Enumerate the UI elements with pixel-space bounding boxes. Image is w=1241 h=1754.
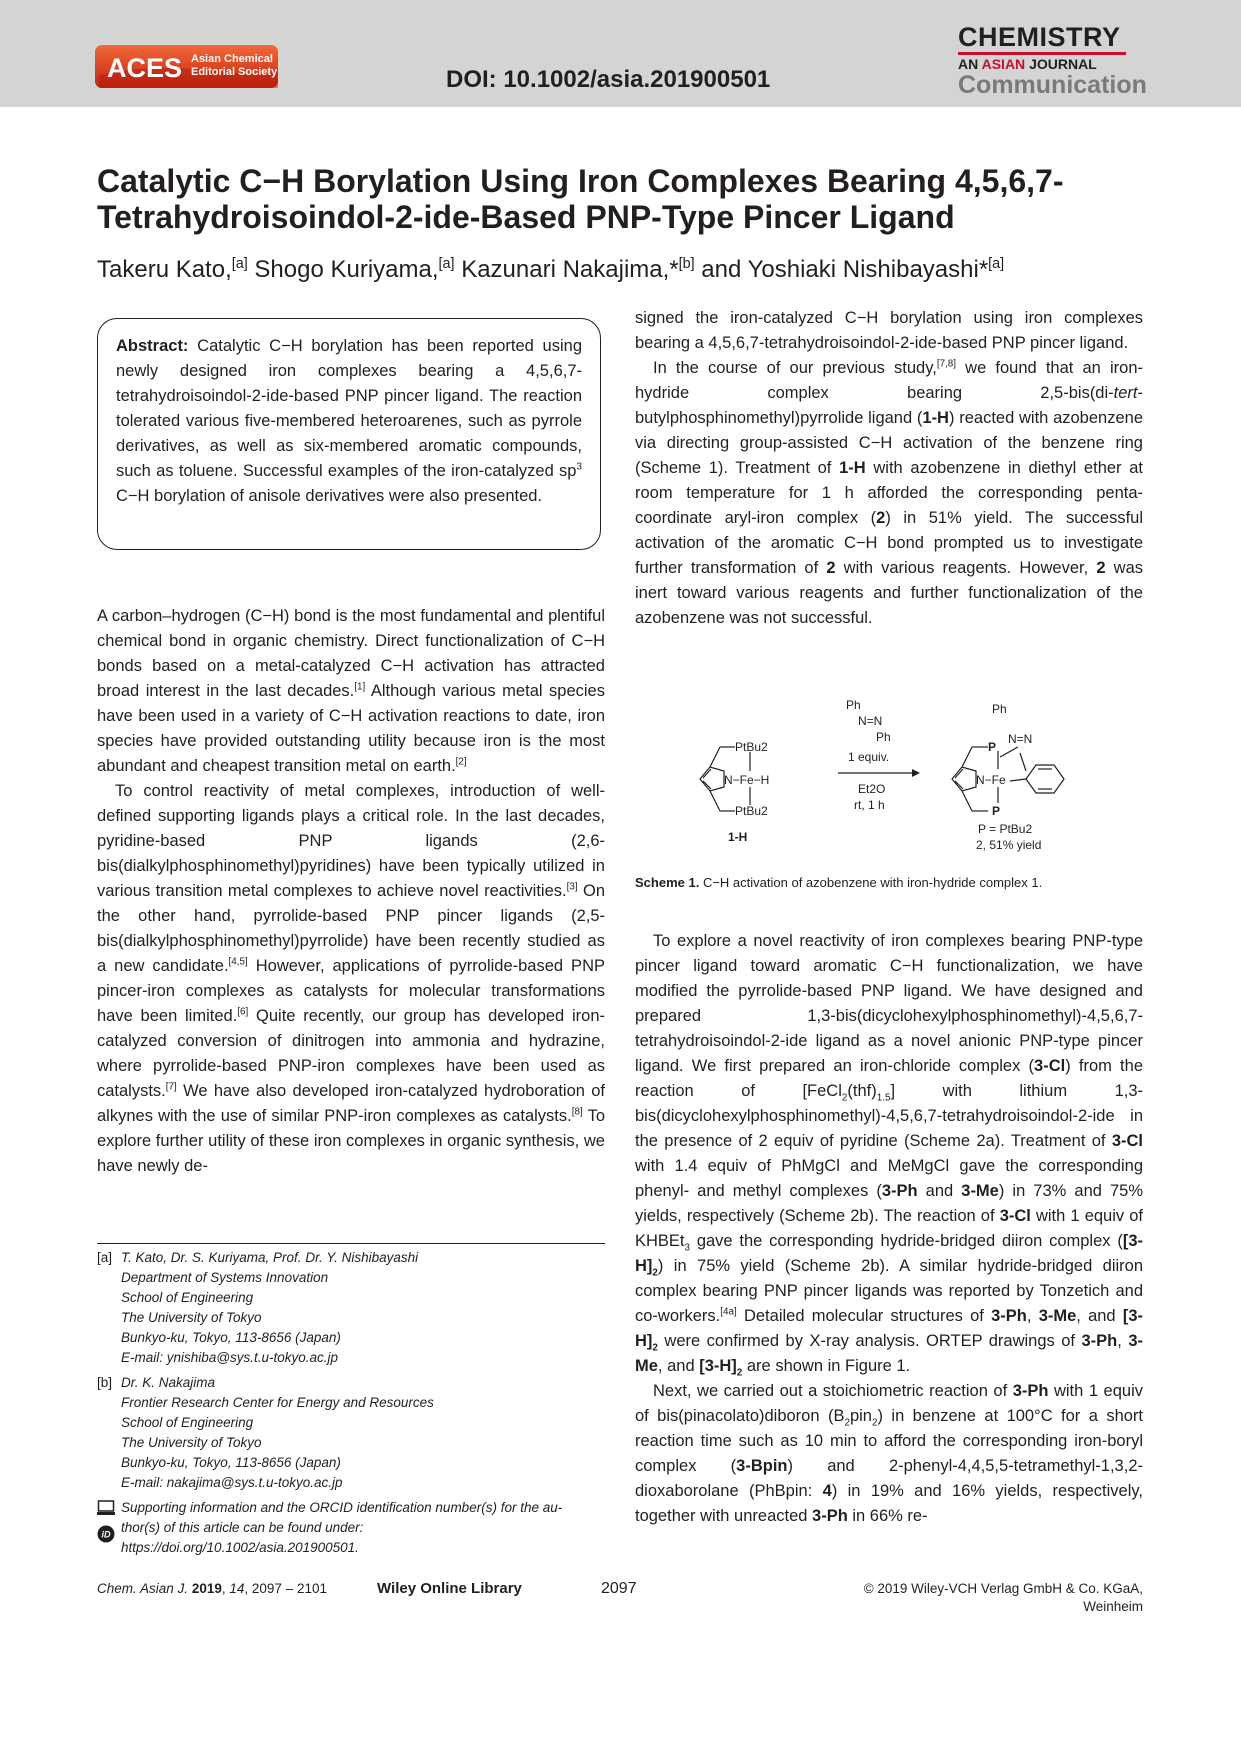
affiliation-a bbox=[97, 1248, 605, 1368]
abstract-box bbox=[97, 318, 601, 550]
right-column-bottom bbox=[635, 929, 1143, 1529]
product-p-top: P bbox=[988, 740, 997, 754]
affiliation-line: Bunkyo-ku, Tokyo, 113-8656 (Japan) bbox=[121, 1330, 341, 1345]
affiliation-line: The University of Tokyo bbox=[121, 1310, 262, 1325]
product-p-definition: P = PtBu2 bbox=[978, 822, 1033, 836]
author-list: Takeru Kato,[a] Shogo Kuriyama,[a] Kazunari Nakajima,*[b] and Yoshiaki Nishibayashi*[a] bbox=[97, 256, 1005, 283]
pbu-bottom: PtBu2 bbox=[735, 804, 768, 818]
article-type: Communication bbox=[958, 71, 1147, 99]
pyrrole-ring bbox=[700, 767, 724, 791]
product-2 bbox=[952, 747, 1064, 811]
reagent-nn: N=N bbox=[858, 714, 883, 728]
product-n-fe: N−Fe bbox=[976, 773, 1006, 787]
left-column-body bbox=[97, 604, 605, 1179]
affiliation-line: Department of Systems Innovation bbox=[121, 1270, 329, 1285]
paragraph: Next, we carried out a stoichiometric reaction of 3-Ph with 1 equiv of bis(pinacolato)diboron $(B_2pin_2)$ in benzene at 100°C for a short reaction time such as 10 min to afford the corresponding iron-boryl complex (3-Bpin) and 2-phenyl-4,4,5,5-tetramethyl-1,3,2-dioxaborolane (PhBpin: 4) in 19% and 16% yields, respectively, together with unreacted 3-Ph in 66% re- bbox=[635, 1382, 1143, 1525]
scheme-1-figure bbox=[680, 695, 1100, 860]
affiliation-line: The University of Tokyo bbox=[121, 1435, 262, 1450]
scheme-caption bbox=[635, 874, 1143, 892]
aces-logo bbox=[95, 45, 278, 88]
pyrrole-ring bbox=[952, 767, 976, 791]
reactant-label: 1-H bbox=[728, 830, 748, 844]
abstract-text: Abstract: Catalytic C−H borylation has been reported using newly designed iron complexes bearing a 4,5,6,7-tetrahydroisoindol-2-ide-based PNP pincer ligand. The reaction tolerated various five-membered heteroarenes, such as pyrrole derivatives, as well as six-membered aromatic compounds, such as toluene. Successful examples of the iron-catalyzed $sp^3$ C−H borylation of anisole derivatives were also presented. bbox=[116, 337, 582, 505]
affiliation-line: Dr. K. Nakajima bbox=[121, 1375, 216, 1390]
reaction-arrowhead bbox=[912, 769, 920, 777]
pbu-top: PtBu2 bbox=[735, 740, 768, 754]
footer-copyright: © 2019 Wiley-VCH Verlag GmbH & Co. KGaA, Weinheim bbox=[863, 1581, 1143, 1614]
footer-citation: Chem. Asian J. 2019, 14, 2097 – 2101 bbox=[97, 1581, 327, 1596]
product-nn: N=N bbox=[1008, 732, 1033, 746]
journal-name-line2: AN ASIAN JOURNAL bbox=[958, 56, 1097, 72]
reagent-ph-2: Ph bbox=[876, 730, 891, 744]
scheme-caption-text: C−H activation of azobenzene with iron-hydride complex 1. bbox=[702, 875, 1043, 890]
paragraph: A carbon–hydrogen (C−H) bond is the most fundamental and plentiful chemical bond in organic chemistry. Direct functionalization of C−H bonds based on a metal-catalyzed C−H activation has attracted broad interest in the last decades.[1] Although various metal species have been used in a variety of C−H activation reactions to date, iron species have provided outstanding utility because iron is the most abundant and cheapest transition metal on earth.[2] bbox=[97, 607, 605, 775]
conditions: rt, 1 h bbox=[854, 798, 885, 812]
supporting-link[interactable]: https://doi.org/10.1002/asia.201900501. bbox=[121, 1540, 359, 1555]
journal-logo bbox=[958, 24, 1147, 98]
product-ph: Ph bbox=[992, 702, 1007, 716]
doi[interactable]: DOI: 10.1002/asia.201900501 bbox=[446, 66, 771, 93]
affiliation-line: School of Engineering bbox=[121, 1415, 254, 1430]
supporting-line: thor(s) of this article can be found under: bbox=[121, 1520, 364, 1535]
journal-name-line1: CHEMISTRY bbox=[958, 22, 1121, 52]
paragraph: signed the iron-catalyzed C−H borylation using iron complexes bearing a 4,5,6,7-tetrahydroisoindol-2-ide-based PNP pincer ligand. bbox=[635, 309, 1143, 352]
paragraph: In the course of our previous study,[7,8] we found that an iron-hydride complex bearing 2,5-bis(di-tert-butylphosphinomethyl)pyrrolide ligand (1-H) reacted with azobenzene via directing group-assisted C−H activation of the benzene ring (Scheme 1). Treatment of 1-H with azobenzene in diethyl ether at room temperature for 1 h afforded the corresponding penta-coordinate aryl-iron complex (2) in 51% yield. The successful activation of the aromatic C−H bond prompted us to investigate further transformation of 2 with various reagents. However, 2 was inert toward various reagents and further functionalization of the azobenzene was not successful. bbox=[635, 358, 1144, 627]
computer-icon bbox=[97, 1500, 115, 1516]
affiliation-b bbox=[97, 1373, 605, 1493]
orcid-icon[interactable] bbox=[97, 1525, 115, 1543]
aces-logo-main: ACES bbox=[107, 53, 183, 83]
orcid-icon-text: iD bbox=[101, 1529, 111, 1540]
footnote-rule bbox=[97, 1243, 605, 1244]
affiliation-line: School of Engineering bbox=[121, 1290, 254, 1305]
aces-logo-sub-2: Editorial Society bbox=[191, 66, 278, 78]
paragraph: To control reactivity of metal complexes, introduction of well-defined supporting ligands plays a critical role. In the last decades, pyridine-based PNP ligands (2,6-bis(dialkylphosphinomethyl)pyridines) have been typically utilized in various transition metal complexes to achieve novel reactivities.[3] On the other hand, pyrrolide-based PNP pincer ligands (2,5-bis(dialkylphosphinomethyl)pyrrolide) have been recently studied as a new candidate.[4,5] However, applications of pyrrolide-based PNP pincer-iron complexes as catalysts for molecular transformations have been limited.[6] Quite recently, our group has developed iron-catalyzed conversion of dinitrogen into ammonia and hydrazine, where pyrrolide-based PNP-iron complexes have been used as catalysts.[7] We have also developed iron-catalyzed hydroboration of alkynes with the use of similar PNP-iron complexes as catalysts.[8] To explore further utility of these iron complexes in organic synthesis, we have newly de- bbox=[97, 782, 605, 1175]
article-title: Catalytic C−H Borylation Using Iron Complexes Bearing 4,5,6,7-Tetrahydroisoindol-2-ide-Based PNP-Type Pincer Ligand bbox=[97, 163, 1064, 235]
reagent-ph-1: Ph bbox=[846, 698, 861, 712]
supporting-line: Supporting information and the ORCID identification number(s) for the au- bbox=[121, 1500, 563, 1515]
solvent: Et2O bbox=[858, 782, 886, 796]
affiliation-line: Frontier Research Center for Energy and Resources bbox=[121, 1395, 434, 1410]
n-fe-h: N−Fe−H bbox=[724, 773, 770, 787]
aces-logo-sub-1: Asian Chemical bbox=[191, 53, 273, 65]
reagent-equiv: 1 equiv. bbox=[848, 750, 890, 764]
footer-library[interactable]: Wiley Online Library bbox=[377, 1580, 522, 1597]
abstract-label: Abstract: bbox=[116, 337, 189, 355]
affiliation-line: T. Kato, Dr. S. Kuriyama, Prof. Dr. Y. Nishibayashi bbox=[121, 1250, 419, 1265]
affiliation-email[interactable]: E-mail: ynishiba@sys.t.u-tokyo.ac.jp bbox=[121, 1350, 339, 1365]
paragraph: To explore a novel reactivity of iron complexes bearing PNP-type pincer ligand toward aromatic C−H functionalization, we have modified the pyrrolide-based PNP ligand. We have designed and prepared 1,3-bis(dicyclohexylphosphinomethyl)-4,5,6,7-tetrahydroisoindol-2-ide ligand as a novel anionic PNP-type pincer ligand. We first prepared an iron-chloride complex (3-Cl) from the reaction of $[FeCl_2(thf)_{1.5}]$ with lithium 1,3-bis(dicyclohexylphosphinomethyl)-4,5,6,7-tetrahydroisoindol-2-ide in the presence of 2 equiv of pyridine (Scheme 2a). Treatment of 3-Cl with 1.4 equiv of PhMgCl and MeMgCl gave the corresponding phenyl- and methyl complexes (3-Ph and 3-Me) in 73% and 75% yields, respectively (Scheme 2b). The reaction of 3-Cl with 1 equiv of KHBEt$_3$ gave the corresponding hydride-bridged diiron complex $([3-H]_2)$ in 75% yield (Scheme 2b). A similar hydride-bridged diiron complex bearing PNP pincer ligands was reported by Tonzetich and co-workers.[4a] Detailed molecular structures of 3-Ph, 3-Me, and $[3-H]_2$ were confirmed by X-ray analysis. ORTEP drawings of 3-Ph, 3-Me, and $[3-H]_2$ are shown in Figure 1. bbox=[635, 932, 1144, 1379]
footer-page-number: 2097 bbox=[601, 1580, 637, 1597]
affiliation-email[interactable]: E-mail: nakajima@sys.t.u-tokyo.ac.jp bbox=[121, 1475, 343, 1490]
scheme-caption-label: Scheme 1. bbox=[635, 875, 700, 890]
product-label: 2, 51% yield bbox=[976, 838, 1042, 852]
affiliation-tag: [b] bbox=[97, 1375, 113, 1390]
product-p-bottom: P bbox=[992, 804, 1001, 818]
supporting-information bbox=[97, 1498, 605, 1560]
journal-red-rule bbox=[958, 52, 1126, 55]
affiliation-tag: [a] bbox=[97, 1250, 113, 1265]
right-column-top bbox=[635, 306, 1143, 631]
affiliation-line: Bunkyo-ku, Tokyo, 113-8656 (Japan) bbox=[121, 1455, 341, 1470]
